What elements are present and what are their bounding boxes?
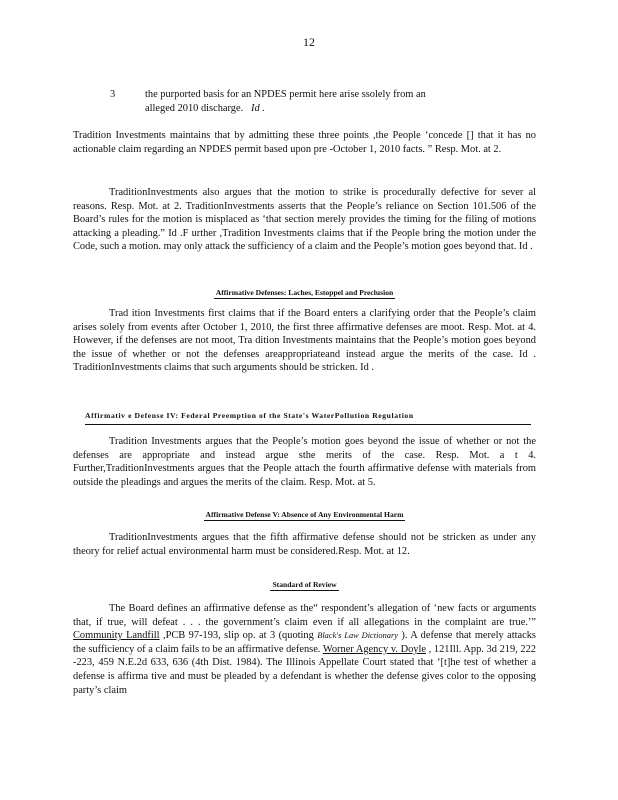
item-citation: Id . — [251, 102, 265, 114]
paragraph-4-text: Tradition Investments argues that the People’s motion goes beyond the issue of whether or not the defenses are appropriate and instead argue sthe merits of the case. Resp. Mot. a t 4. Further,TraditionInvestments argues that the People attach the fourth affirmative defense with materials from outside the pleadings and argues the merits of the claim. Resp. Mot. at 5. — [73, 436, 536, 488]
case-citation-worner-agency: Worner Agency v. Doyle — [322, 643, 426, 655]
item-line-2: alleged 2010 discharge. — [145, 102, 244, 114]
item-line-2-row — [145, 102, 485, 116]
paragraph-2 — [73, 186, 536, 254]
paragraph-4 — [73, 435, 536, 489]
page-number: 12 — [303, 35, 315, 49]
paragraph-6-part-2: ,PCB 97-193, slip op. at 3 (quoting — [159, 630, 318, 642]
paragraph-6-part-3: ). A defense that merely attacks the sufficiency of a claim fails to be an affirmative defense. — [73, 630, 536, 655]
heading-4-text: Standard of Review — [272, 580, 337, 589]
paragraph-5 — [73, 531, 536, 558]
heading-3-text: Affirmative Defense V: Absence of Any Environmental Harm — [205, 510, 404, 519]
paragraph-6 — [73, 602, 536, 697]
list-item-3 — [110, 88, 490, 118]
book-citation: Black's Law Dictionary — [317, 631, 398, 641]
paragraph-3 — [73, 307, 536, 375]
paragraph-5-text: TraditionInvestments argues that the fifth affirmative defense should not be stricken as under any theory for relief actual environmental harm must be considered.Resp. Mot. at 12. — [73, 532, 536, 557]
item-text — [145, 88, 485, 115]
item-number: 3 — [110, 89, 116, 100]
heading-1-text: Affirmative Defenses: Laches, Estoppel and Preclusion — [215, 288, 394, 297]
case-citation-community-landfill: Community Landfill — [73, 630, 160, 642]
paragraph-3-text: Trad ition Investments first claims that if the Board enters a clarifying order that the People’s claim arises solely from events after October 1, 2010, the first three affirmative defenses are moot. Resp. Mot. at 4. However, if the defenses are not moot, Tra dition Investments maintains that the People’s motion goes beyond the issue of whether or not the defenses areappropriateand instead argue the merits of the case. Id . TraditionInvestments claims that such arguments should be stricken. Id . — [73, 308, 536, 374]
section-heading-environmental-harm — [73, 508, 536, 522]
paragraph-2-text: TraditionInvestments also argues that the motion to strike is procedurally defective for sever al reasons. Resp. Mot. at 2. TraditionInvestments asserts that the People’s reliance on Section 101.506 of the Board’s rules for the motion is misplaced as ‘that section merely provides the timing for the filing of motions attacking a pleading.” Id .F urther ,Tradition Investments claims that if the People bring the motion under the Code, such a motion. may only attack the sufficiency of a claim and the People’s motion goes beyond that. Id . — [73, 187, 536, 253]
section-heading-standard-of-review — [73, 578, 536, 592]
section-heading-laches — [73, 286, 536, 300]
item-line-1: the purported basis for an NPDES permit here arise ssolely from an — [145, 89, 426, 100]
section-heading-preemption: Affirmativ e Defense IV: Federal Preemption of the State's WaterPollution Regulation — [85, 409, 531, 425]
paragraph-6-part-4: , 121Ill. App. 3d 219, 222 -223, 459 N.E.2d 633, 636 (4th Dist. 1984). The Illinois Appellate Court stated that ‘[t]he test of whether a defense is affirma tive and must be pleaded by a defendant is whether the defense gives color to the opposing party’s claim — [73, 643, 536, 696]
paragraph-1: Tradition Investments maintains that by admitting these three points ,the People ‘concede [] that it has no actionable claim regarding an NPDES permit based upon pre -October 1, 2010 facts. ” Resp. Mot. at 2. — [73, 130, 536, 155]
paragraph-6-part-1: The Board defines an affirmative defense as the“ respondent’s allegation of ‘new facts or arguments that, if true, will defeat . . . the government’s claim even if all allegations in the complaint are true.’” — [73, 603, 536, 628]
